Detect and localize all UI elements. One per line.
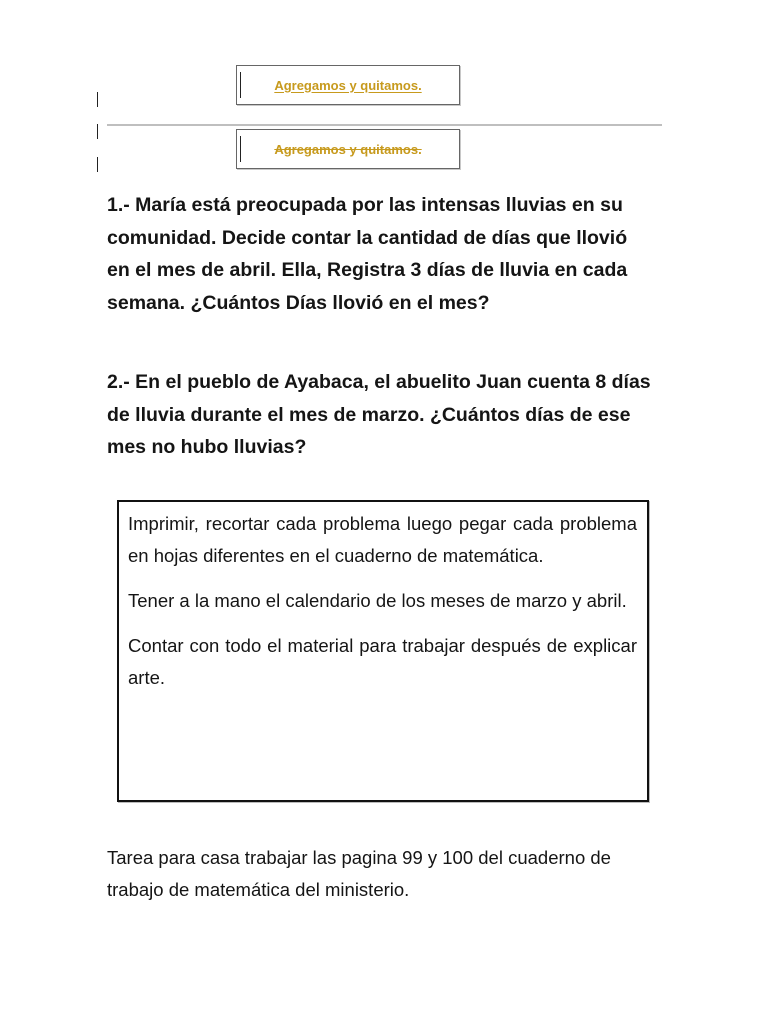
change-bar-mark <box>97 124 98 139</box>
deleted-change-box <box>236 129 460 169</box>
change-bar-mark <box>97 157 98 172</box>
problem-2-text: 2.- En el pueblo de Ayabaca, el abuelito Juan cuenta 8 días de lluvia durante el mes de marzo. ¿Cuántos días de ese mes no hubo lluvias? <box>107 371 651 458</box>
instructions-box <box>117 500 649 802</box>
instruction-material: Contar con todo el material para trabajar después de explicar arte. <box>128 635 637 688</box>
change-bar-mark <box>97 92 98 107</box>
instruction-print: Imprimir, recortar cada problema luego pegar cada problema en hojas diferentes en el cuaderno de matemática. <box>128 513 637 566</box>
inserted-change-box <box>236 65 460 105</box>
inserted-change-label: Agregamos y quitamos. <box>274 77 422 93</box>
instruction-calendar: Tener a la mano el calendario de los meses de marzo y abril. <box>128 590 627 611</box>
horizontal-divider <box>107 124 662 126</box>
problem-1-text: 1.- María está preocupada por las intensas lluvias en su comunidad. Decide contar la cantidad de días que llovió en el mes de abril. Ella, Registra 3 días de lluvia en cada semana. ¿Cuántos Días llovió en el mes? <box>107 194 628 314</box>
homework-text: Tarea para casa trabajar las pagina 99 y 100 del cuaderno de trabajo de matemática del ministerio. <box>107 847 611 900</box>
deleted-change-label: Agregamos y quitamos. <box>274 141 422 157</box>
